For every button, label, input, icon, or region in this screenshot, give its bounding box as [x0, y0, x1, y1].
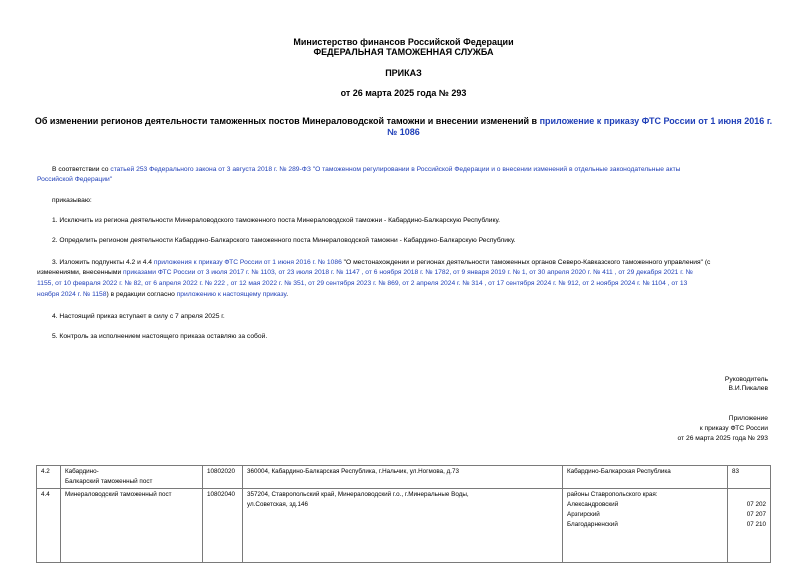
cell-region: Кабардино-Балкарская Республика: [563, 466, 728, 489]
doc-title: [0, 116, 807, 127]
item-2: 2. Определить регионом деятельности Кабардино-Балкарского таможенного поста Минераловодской таможни - Кабардино-Балкарскую Республику.: [52, 237, 516, 244]
cell-code: 10802040: [203, 489, 243, 563]
preamble-text: В соответствии со: [52, 166, 111, 173]
post-name-line: Балкарский таможенный пост: [65, 478, 153, 485]
cell-code: 10802020: [203, 466, 243, 489]
preamble-line1: [52, 165, 680, 175]
signature-role: Руководитель: [724, 376, 768, 383]
post-name-line: Кабардино-: [65, 468, 99, 475]
district-name: Арзгирский: [567, 511, 600, 518]
cell-num: 4.4: [37, 489, 61, 563]
cell-region: [563, 489, 728, 563]
doc-title-link[interactable]: приложение к приказу ФТС России от 1 июня 2016 г.: [539, 116, 773, 126]
item-3-text-f: .: [286, 291, 289, 298]
cell-num: 4.2: [37, 466, 61, 489]
district-code: 07 210: [746, 521, 766, 528]
customs-posts-table: [36, 465, 771, 563]
amending-orders-link-cont[interactable]: 1155, от 10 февраля 2022 г. № 82, от 6 апреля 2022 г. № 222 , от 12 мая 2022 г. № 351, от 29 сентября 2023 г. № 869, от 2 апреля 2024 г. № 314 , от 17 сентября 2024 г. № 912, от 2 ноября 2024 г. № 1104 , от 13: [37, 280, 688, 287]
doc-title-text: Об изменении регионов деятельности таможенных постов Минераловодской таможни и внесении изменений в: [34, 116, 540, 126]
item-4: 4. Настоящий приказ вступает в силу с 7 апреля 2025 г.: [52, 313, 225, 320]
table-row: [37, 489, 771, 563]
item-3-line1: [52, 258, 710, 268]
cell-post-name: Минераловодский таможенный пост: [61, 489, 203, 563]
appendix-date: от 26 марта 2025 года № 293: [677, 435, 768, 442]
item-3-text-e: ) в редакции согласно: [106, 291, 177, 298]
cell-post-name: [61, 466, 203, 489]
district-code: 07 207: [746, 511, 766, 518]
doc-type: ПРИКАЗ: [385, 68, 422, 78]
service-name: ФЕДЕРАЛЬНАЯ ТАМОЖЕННАЯ СЛУЖБА: [313, 47, 494, 57]
order-word: приказываю:: [52, 197, 92, 204]
cell-address: [243, 489, 563, 563]
item-3-text-c: изменениями, внесенными: [37, 269, 124, 276]
item-3-line4: [37, 290, 288, 300]
signature-name: В.И.Пикалев: [728, 385, 768, 392]
appendix-1086-link[interactable]: приложения к приказу ФТС России от 1 июня 2016 г. № 1086: [153, 259, 342, 266]
item-5: 5. Контроль за исполнением настоящего приказа оставляю за собой.: [52, 333, 268, 340]
cell-address: 360004, Кабардино-Балкарская Республика, г.Нальчик, ул.Ногмова, д.73: [243, 466, 563, 489]
district-name: Александровский: [567, 501, 619, 508]
law-link-cont[interactable]: Российской Федерации": [37, 176, 113, 183]
address-line: 357204, Ставропольский край, Минераловодский г.о., г.Минеральные Воды,: [247, 491, 469, 498]
district-name: Благодарненский: [567, 521, 618, 528]
address-line: ул.Советская, зд.146: [247, 501, 308, 508]
law-link[interactable]: статьей 253 Федерального закона от 3 августа 2018 г. № 289-ФЗ "О таможенном регулировании в Российской Федерации и о внесении изменений в отдельные законодательные акты: [110, 166, 681, 173]
item-3-line2: [37, 268, 693, 278]
cell-region-code: 83: [728, 466, 771, 489]
doc-title-link-cont[interactable]: № 1086: [387, 127, 420, 137]
amending-orders-link[interactable]: приказами ФТС России от 3 июля 2017 г. № 1103, от 23 июля 2018 г. № 1147 , от 6 ноября 2018 г. № 1782, от 9 января 2019 г. № 1, от 30 апреля 2020 г. № 411 , от 29 декабря 2021 г. №: [123, 269, 693, 276]
appendix-order: к приказу ФТС России: [699, 425, 768, 432]
ministry-name: Министерство финансов Российской Федерации: [293, 37, 514, 47]
doc-date-number: от 26 марта 2025 года № 293: [340, 88, 467, 98]
district-code: 07 202: [746, 501, 766, 508]
cell-region-code: [728, 489, 771, 563]
appendix-link[interactable]: приложению к настоящему приказу: [176, 291, 287, 298]
item-3-text-b: "О местонахождении и регионах деятельности таможенных органов Северо-Кавказского таможенного управления" (с: [341, 259, 711, 266]
amending-orders-link-end[interactable]: ноября 2024 г. № 1158: [37, 291, 107, 298]
appendix-label: Приложение: [728, 415, 768, 422]
table-row: [37, 466, 771, 489]
region-heading: районы Ставропольского края:: [567, 491, 658, 498]
item-1: 1. Исключить из региона деятельности Минераловодского таможенного поста Минераловодской таможни - Кабардино-Балкарскую Республику.: [52, 217, 501, 224]
item-3-text: 3. Изложить подпункты 4.2 и 4.4: [52, 259, 154, 266]
